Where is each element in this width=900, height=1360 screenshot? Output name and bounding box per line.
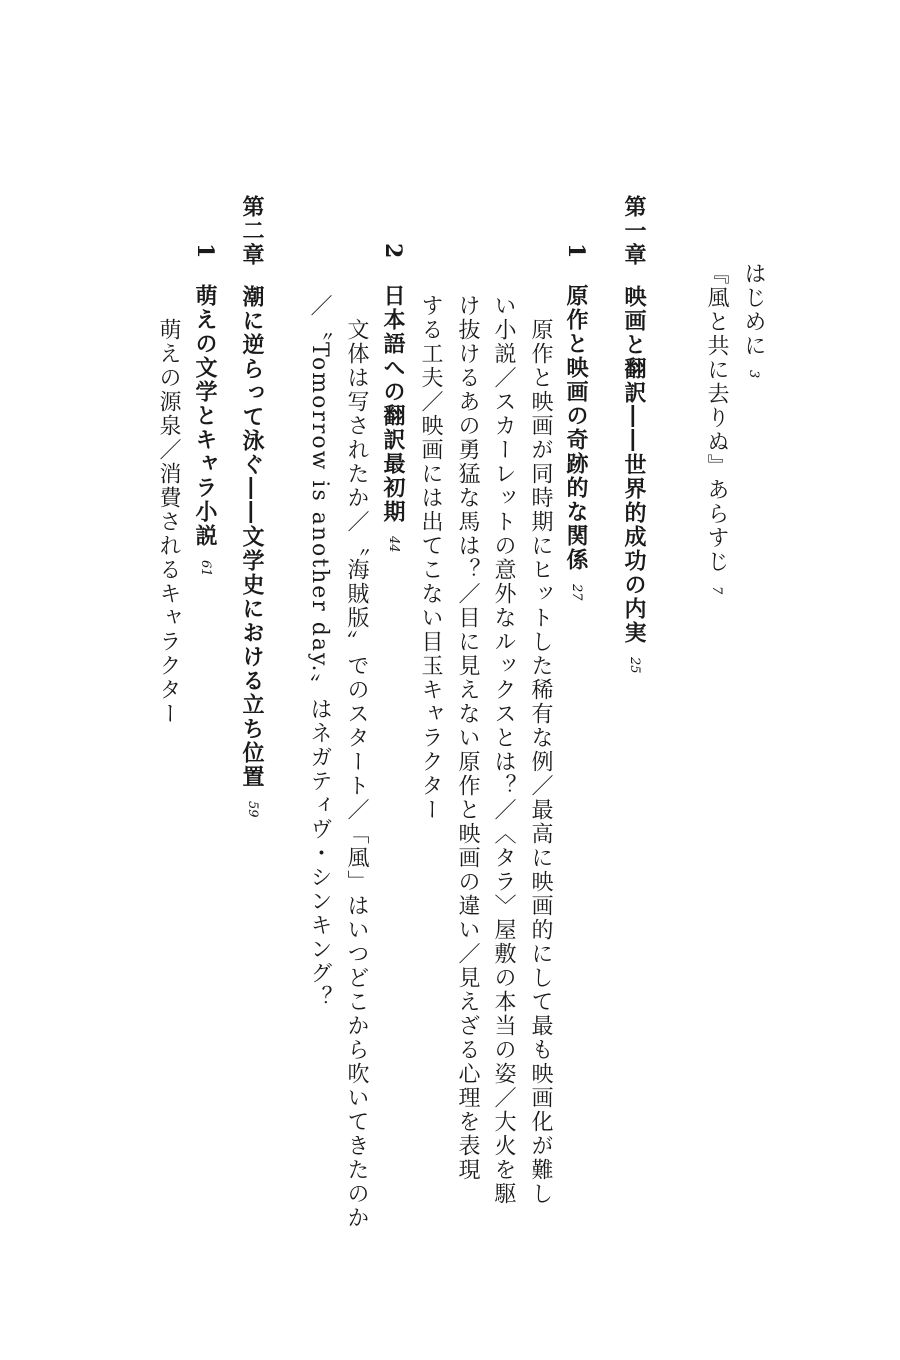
chapter-1-heading[interactable] (623, 195, 645, 674)
section-summary-line: 文体は写されたか／〝海賊版〟でのスタート／「風」はいつどこから吹いてきたのか (344, 318, 369, 1230)
toc-entry-synopsis[interactable] (705, 262, 727, 594)
chapter-1-title: 映画と翻訳――世界的成功の内実 (621, 285, 647, 645)
intro-title: はじめに (741, 262, 766, 358)
toc-entry-intro[interactable] (742, 262, 764, 378)
chapter-1-section-1-heading[interactable] (565, 243, 587, 601)
section-title: 原作と映画の奇跡的な関係 (563, 284, 589, 573)
chapter-1-section-2-heading[interactable] (382, 243, 404, 553)
chapter-2-label: 第二章 (239, 195, 265, 267)
chapter-1-label: 第一章 (621, 195, 647, 267)
intro-page-number: 3 (746, 370, 761, 379)
section-number: 2 (380, 243, 406, 261)
chapter-2-heading[interactable] (241, 195, 263, 818)
chapter-1-page-number: 25 (627, 657, 642, 674)
section-page-number: 27 (569, 584, 584, 601)
chapter-2-page-number: 59 (245, 801, 260, 818)
section-title: 萌えの文学とキャラ小説 (192, 284, 218, 549)
chapter-2-title: 潮に逆らって泳ぐ――文学史における立ち位置 (239, 285, 265, 789)
synopsis-title: 『風と共に去りぬ』あらすじ (704, 262, 729, 574)
section-summary-line: い小説／スカーレットの意外なルックスとは？／〈タラ〉屋敷の本当の姿／大火を駆 (491, 294, 516, 1206)
section-summary-line: け抜けるあの勇猛な馬は？／目に見えない原作と映画の違い／見えざる心理を表現 (455, 294, 480, 1182)
section-page-number: 44 (386, 536, 401, 553)
section-summary-line: する工夫／映画には出てこない目玉キャラクター (418, 294, 443, 822)
section-number: 1 (192, 243, 218, 261)
section-summary-line: ／〝Tomorrow is another day.〟はネガティヴ・シンキング？ (307, 294, 332, 1010)
section-summary-line: 萌えの源泉／消費されるキャラクター (156, 318, 181, 726)
section-title: 日本語への翻訳最初期 (380, 284, 406, 525)
synopsis-page-number: 7 (709, 586, 724, 595)
section-summary-line: 原作と映画が同時期にヒットした稀有な例／最高に映画的にして最も映画化が難し (528, 318, 553, 1206)
chapter-2-section-1-heading[interactable] (194, 243, 216, 577)
section-page-number: 61 (198, 560, 213, 577)
section-number: 1 (563, 243, 589, 261)
